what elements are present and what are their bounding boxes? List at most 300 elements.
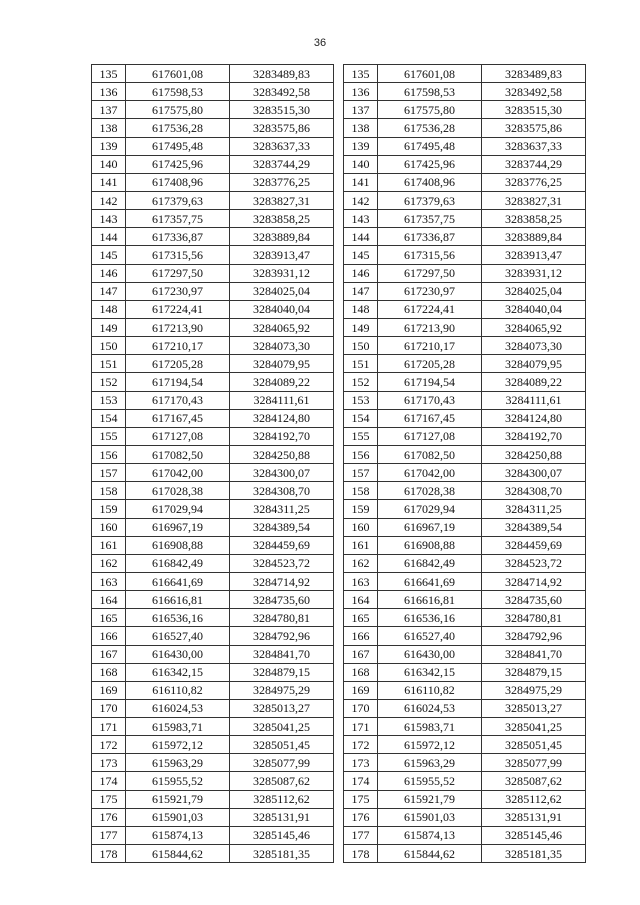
table-row bbox=[344, 137, 586, 155]
point-number-cell: 153 bbox=[92, 391, 126, 409]
table-row bbox=[344, 337, 586, 355]
x-coordinate-cell: 617170,43 bbox=[378, 391, 482, 409]
table-row bbox=[344, 173, 586, 191]
x-coordinate-cell: 617230,97 bbox=[126, 282, 230, 300]
x-coordinate-cell: 617379,63 bbox=[378, 191, 482, 209]
point-number-cell: 151 bbox=[92, 355, 126, 373]
point-number-cell: 169 bbox=[344, 681, 378, 699]
point-number-cell: 155 bbox=[92, 427, 126, 445]
y-coordinate-cell: 3284792,96 bbox=[230, 627, 334, 645]
x-coordinate-cell: 616342,15 bbox=[378, 663, 482, 681]
y-coordinate-cell: 3285112,62 bbox=[482, 790, 586, 808]
point-number-cell: 176 bbox=[92, 808, 126, 826]
y-coordinate-cell: 3283913,47 bbox=[482, 246, 586, 264]
table-row bbox=[92, 681, 334, 699]
table-row bbox=[92, 246, 334, 264]
x-coordinate-cell: 617224,41 bbox=[126, 300, 230, 318]
y-coordinate-cell: 3283489,83 bbox=[482, 65, 586, 83]
x-coordinate-cell: 617224,41 bbox=[378, 300, 482, 318]
y-coordinate-cell: 3283827,31 bbox=[230, 191, 334, 209]
point-number-cell: 161 bbox=[92, 536, 126, 554]
point-number-cell: 154 bbox=[92, 409, 126, 427]
point-number-cell: 140 bbox=[92, 155, 126, 173]
table-row bbox=[92, 536, 334, 554]
y-coordinate-cell: 3283492,58 bbox=[230, 83, 334, 101]
y-coordinate-cell: 3284780,81 bbox=[482, 609, 586, 627]
y-coordinate-cell: 3284714,92 bbox=[482, 572, 586, 590]
x-coordinate-cell: 617536,28 bbox=[126, 119, 230, 137]
point-number-cell: 166 bbox=[344, 627, 378, 645]
table-row bbox=[344, 772, 586, 790]
point-number-cell: 144 bbox=[344, 228, 378, 246]
y-coordinate-cell: 3284111,61 bbox=[482, 391, 586, 409]
x-coordinate-cell: 617213,90 bbox=[378, 318, 482, 336]
x-coordinate-cell: 617315,56 bbox=[126, 246, 230, 264]
x-coordinate-cell: 617028,38 bbox=[378, 482, 482, 500]
point-number-cell: 160 bbox=[344, 518, 378, 536]
y-coordinate-cell: 3284735,60 bbox=[482, 591, 586, 609]
x-coordinate-cell: 617408,96 bbox=[378, 173, 482, 191]
y-coordinate-cell: 3283889,84 bbox=[230, 228, 334, 246]
y-coordinate-cell: 3285041,25 bbox=[230, 718, 334, 736]
y-coordinate-cell: 3283637,33 bbox=[230, 137, 334, 155]
y-coordinate-cell: 3284714,92 bbox=[230, 572, 334, 590]
table-row bbox=[344, 409, 586, 427]
point-number-cell: 135 bbox=[92, 65, 126, 83]
table-row bbox=[92, 264, 334, 282]
point-number-cell: 147 bbox=[344, 282, 378, 300]
x-coordinate-cell: 617601,08 bbox=[126, 65, 230, 83]
table-row bbox=[344, 609, 586, 627]
point-number-cell: 171 bbox=[92, 718, 126, 736]
point-number-cell: 175 bbox=[344, 790, 378, 808]
table-row bbox=[92, 173, 334, 191]
x-coordinate-cell: 617315,56 bbox=[378, 246, 482, 264]
y-coordinate-cell: 3284065,92 bbox=[482, 318, 586, 336]
x-coordinate-cell: 617042,00 bbox=[126, 464, 230, 482]
y-coordinate-cell: 3284040,04 bbox=[230, 300, 334, 318]
y-coordinate-cell: 3284065,92 bbox=[230, 318, 334, 336]
table-row bbox=[344, 699, 586, 717]
y-coordinate-cell: 3283776,25 bbox=[230, 173, 334, 191]
y-coordinate-cell: 3285181,35 bbox=[230, 845, 334, 863]
y-coordinate-cell: 3284073,30 bbox=[230, 337, 334, 355]
y-coordinate-cell: 3285077,99 bbox=[482, 754, 586, 772]
point-number-cell: 167 bbox=[92, 645, 126, 663]
table-row bbox=[92, 591, 334, 609]
table-row bbox=[92, 845, 334, 863]
table-row bbox=[344, 826, 586, 844]
table-row bbox=[92, 718, 334, 736]
y-coordinate-cell: 3284124,80 bbox=[482, 409, 586, 427]
table-row bbox=[92, 699, 334, 717]
y-coordinate-cell: 3284841,70 bbox=[482, 645, 586, 663]
x-coordinate-cell: 617210,17 bbox=[126, 337, 230, 355]
point-number-cell: 138 bbox=[92, 119, 126, 137]
table-row bbox=[92, 482, 334, 500]
y-coordinate-cell: 3283575,86 bbox=[482, 119, 586, 137]
x-coordinate-cell: 617408,96 bbox=[126, 173, 230, 191]
x-coordinate-cell: 617213,90 bbox=[126, 318, 230, 336]
point-number-cell: 174 bbox=[92, 772, 126, 790]
x-coordinate-cell: 616527,40 bbox=[378, 627, 482, 645]
y-coordinate-cell: 3284025,04 bbox=[230, 282, 334, 300]
x-coordinate-cell: 615921,79 bbox=[378, 790, 482, 808]
table-row bbox=[344, 282, 586, 300]
x-coordinate-cell: 617194,54 bbox=[126, 373, 230, 391]
y-coordinate-cell: 3284311,25 bbox=[482, 500, 586, 518]
table-row bbox=[92, 155, 334, 173]
x-coordinate-cell: 615874,13 bbox=[378, 826, 482, 844]
table-row bbox=[92, 518, 334, 536]
y-coordinate-cell: 3284311,25 bbox=[230, 500, 334, 518]
point-number-cell: 163 bbox=[92, 572, 126, 590]
x-coordinate-cell: 615901,03 bbox=[378, 808, 482, 826]
table-row bbox=[92, 355, 334, 373]
table-row bbox=[344, 591, 586, 609]
point-number-cell: 152 bbox=[344, 373, 378, 391]
y-coordinate-cell: 3283744,29 bbox=[482, 155, 586, 173]
y-coordinate-cell: 3283776,25 bbox=[482, 173, 586, 191]
point-number-cell: 145 bbox=[92, 246, 126, 264]
table-row bbox=[92, 282, 334, 300]
table-row bbox=[92, 826, 334, 844]
point-number-cell: 165 bbox=[344, 609, 378, 627]
y-coordinate-cell: 3283931,12 bbox=[482, 264, 586, 282]
point-number-cell: 174 bbox=[344, 772, 378, 790]
y-coordinate-cell: 3284250,88 bbox=[482, 445, 586, 463]
table-row bbox=[92, 373, 334, 391]
point-number-cell: 166 bbox=[92, 627, 126, 645]
table-row bbox=[92, 754, 334, 772]
x-coordinate-cell: 615955,52 bbox=[126, 772, 230, 790]
table-row bbox=[344, 464, 586, 482]
table-row bbox=[92, 137, 334, 155]
y-coordinate-cell: 3284523,72 bbox=[482, 554, 586, 572]
x-coordinate-cell: 615901,03 bbox=[126, 808, 230, 826]
table-row bbox=[344, 83, 586, 101]
x-coordinate-cell: 615983,71 bbox=[378, 718, 482, 736]
table-row bbox=[92, 318, 334, 336]
point-number-cell: 178 bbox=[92, 845, 126, 863]
x-coordinate-cell: 617495,48 bbox=[126, 137, 230, 155]
x-coordinate-cell: 616616,81 bbox=[378, 591, 482, 609]
y-coordinate-cell: 3283637,33 bbox=[482, 137, 586, 155]
table-row bbox=[92, 210, 334, 228]
x-coordinate-cell: 616908,88 bbox=[126, 536, 230, 554]
point-number-cell: 156 bbox=[344, 445, 378, 463]
y-coordinate-cell: 3283858,25 bbox=[230, 210, 334, 228]
point-number-cell: 136 bbox=[92, 83, 126, 101]
table-row bbox=[92, 191, 334, 209]
point-number-cell: 140 bbox=[344, 155, 378, 173]
x-coordinate-cell: 616110,82 bbox=[126, 681, 230, 699]
table-row bbox=[344, 663, 586, 681]
y-coordinate-cell: 3284792,96 bbox=[482, 627, 586, 645]
table-row bbox=[92, 445, 334, 463]
point-number-cell: 148 bbox=[344, 300, 378, 318]
x-coordinate-cell: 616616,81 bbox=[126, 591, 230, 609]
point-number-cell: 177 bbox=[92, 826, 126, 844]
x-coordinate-cell: 617205,28 bbox=[378, 355, 482, 373]
x-coordinate-cell: 615972,12 bbox=[378, 736, 482, 754]
x-coordinate-cell: 617127,08 bbox=[378, 427, 482, 445]
y-coordinate-cell: 3284300,07 bbox=[482, 464, 586, 482]
y-coordinate-cell: 3284111,61 bbox=[230, 391, 334, 409]
point-number-cell: 146 bbox=[344, 264, 378, 282]
table-row bbox=[344, 101, 586, 119]
x-coordinate-cell: 617230,97 bbox=[378, 282, 482, 300]
table-row bbox=[344, 210, 586, 228]
x-coordinate-cell: 616641,69 bbox=[126, 572, 230, 590]
table-row bbox=[92, 300, 334, 318]
table-row bbox=[92, 500, 334, 518]
x-coordinate-cell: 616536,16 bbox=[378, 609, 482, 627]
x-coordinate-cell: 617170,43 bbox=[126, 391, 230, 409]
x-coordinate-cell: 617167,45 bbox=[378, 409, 482, 427]
x-coordinate-cell: 615844,62 bbox=[378, 845, 482, 863]
point-number-cell: 153 bbox=[344, 391, 378, 409]
point-number-cell: 150 bbox=[344, 337, 378, 355]
y-coordinate-cell: 3284975,29 bbox=[482, 681, 586, 699]
point-number-cell: 165 bbox=[92, 609, 126, 627]
x-coordinate-cell: 616842,49 bbox=[126, 554, 230, 572]
table-row bbox=[344, 191, 586, 209]
table-row bbox=[344, 300, 586, 318]
point-number-cell: 151 bbox=[344, 355, 378, 373]
point-number-cell: 160 bbox=[92, 518, 126, 536]
x-coordinate-cell: 615963,29 bbox=[378, 754, 482, 772]
x-coordinate-cell: 616430,00 bbox=[126, 645, 230, 663]
y-coordinate-cell: 3284523,72 bbox=[230, 554, 334, 572]
point-number-cell: 157 bbox=[92, 464, 126, 482]
table-row bbox=[92, 464, 334, 482]
y-coordinate-cell: 3284124,80 bbox=[230, 409, 334, 427]
y-coordinate-cell: 3285181,35 bbox=[482, 845, 586, 863]
y-coordinate-cell: 3285013,27 bbox=[482, 699, 586, 717]
point-number-cell: 175 bbox=[92, 790, 126, 808]
point-number-cell: 168 bbox=[92, 663, 126, 681]
y-coordinate-cell: 3284389,54 bbox=[482, 518, 586, 536]
table-row bbox=[344, 554, 586, 572]
table-row bbox=[344, 518, 586, 536]
table-row bbox=[92, 409, 334, 427]
table-row bbox=[92, 427, 334, 445]
x-coordinate-cell: 617029,94 bbox=[126, 500, 230, 518]
point-number-cell: 150 bbox=[92, 337, 126, 355]
point-number-cell: 136 bbox=[344, 83, 378, 101]
point-number-cell: 138 bbox=[344, 119, 378, 137]
y-coordinate-cell: 3285112,62 bbox=[230, 790, 334, 808]
y-coordinate-cell: 3285087,62 bbox=[230, 772, 334, 790]
table-row bbox=[92, 645, 334, 663]
point-number-cell: 135 bbox=[344, 65, 378, 83]
point-number-cell: 172 bbox=[344, 736, 378, 754]
point-number-cell: 139 bbox=[344, 137, 378, 155]
x-coordinate-cell: 617575,80 bbox=[378, 101, 482, 119]
point-number-cell: 155 bbox=[344, 427, 378, 445]
x-coordinate-cell: 617042,00 bbox=[378, 464, 482, 482]
point-number-cell: 164 bbox=[344, 591, 378, 609]
x-coordinate-cell: 617167,45 bbox=[126, 409, 230, 427]
table-row bbox=[92, 228, 334, 246]
x-coordinate-cell: 616908,88 bbox=[378, 536, 482, 554]
point-number-cell: 170 bbox=[92, 699, 126, 717]
table-row bbox=[344, 427, 586, 445]
table-row bbox=[344, 500, 586, 518]
y-coordinate-cell: 3285051,45 bbox=[482, 736, 586, 754]
y-coordinate-cell: 3285077,99 bbox=[230, 754, 334, 772]
table-row bbox=[344, 572, 586, 590]
point-number-cell: 163 bbox=[344, 572, 378, 590]
y-coordinate-cell: 3284879,15 bbox=[230, 663, 334, 681]
point-number-cell: 158 bbox=[92, 482, 126, 500]
point-number-cell: 168 bbox=[344, 663, 378, 681]
table-row bbox=[344, 65, 586, 83]
x-coordinate-cell: 615972,12 bbox=[126, 736, 230, 754]
page-number: 36 bbox=[313, 37, 327, 49]
table-row bbox=[92, 663, 334, 681]
point-number-cell: 143 bbox=[92, 210, 126, 228]
x-coordinate-cell: 617194,54 bbox=[378, 373, 482, 391]
x-coordinate-cell: 617205,28 bbox=[126, 355, 230, 373]
y-coordinate-cell: 3284250,88 bbox=[230, 445, 334, 463]
y-coordinate-cell: 3283575,86 bbox=[230, 119, 334, 137]
y-coordinate-cell: 3284040,04 bbox=[482, 300, 586, 318]
y-coordinate-cell: 3284459,69 bbox=[230, 536, 334, 554]
y-coordinate-cell: 3283492,58 bbox=[482, 83, 586, 101]
y-coordinate-cell: 3285041,25 bbox=[482, 718, 586, 736]
point-number-cell: 164 bbox=[92, 591, 126, 609]
table-row bbox=[92, 772, 334, 790]
point-number-cell: 156 bbox=[92, 445, 126, 463]
point-number-cell: 143 bbox=[344, 210, 378, 228]
y-coordinate-cell: 3284079,95 bbox=[482, 355, 586, 373]
x-coordinate-cell: 616342,15 bbox=[126, 663, 230, 681]
table-row bbox=[344, 536, 586, 554]
table-row bbox=[344, 790, 586, 808]
point-number-cell: 167 bbox=[344, 645, 378, 663]
x-coordinate-cell: 615844,62 bbox=[126, 845, 230, 863]
y-coordinate-cell: 3283515,30 bbox=[230, 101, 334, 119]
y-coordinate-cell: 3284025,04 bbox=[482, 282, 586, 300]
table-row bbox=[92, 119, 334, 137]
point-number-cell: 148 bbox=[92, 300, 126, 318]
point-number-cell: 158 bbox=[344, 482, 378, 500]
x-coordinate-cell: 616024,53 bbox=[378, 699, 482, 717]
point-number-cell: 173 bbox=[92, 754, 126, 772]
x-coordinate-cell: 615874,13 bbox=[126, 826, 230, 844]
x-coordinate-cell: 617210,17 bbox=[378, 337, 482, 355]
table-row bbox=[92, 65, 334, 83]
point-number-cell: 147 bbox=[92, 282, 126, 300]
x-coordinate-cell: 617379,63 bbox=[126, 191, 230, 209]
point-number-cell: 146 bbox=[92, 264, 126, 282]
table-row bbox=[92, 391, 334, 409]
table-row bbox=[344, 391, 586, 409]
point-number-cell: 176 bbox=[344, 808, 378, 826]
y-coordinate-cell: 3285131,91 bbox=[482, 808, 586, 826]
table-row bbox=[344, 445, 586, 463]
y-coordinate-cell: 3284192,70 bbox=[230, 427, 334, 445]
table-row bbox=[344, 718, 586, 736]
y-coordinate-cell: 3283489,83 bbox=[230, 65, 334, 83]
x-coordinate-cell: 617297,50 bbox=[378, 264, 482, 282]
point-number-cell: 139 bbox=[92, 137, 126, 155]
point-number-cell: 172 bbox=[92, 736, 126, 754]
x-coordinate-cell: 615983,71 bbox=[126, 718, 230, 736]
point-number-cell: 157 bbox=[344, 464, 378, 482]
table-row bbox=[344, 645, 586, 663]
x-coordinate-cell: 617082,50 bbox=[378, 445, 482, 463]
x-coordinate-cell: 617082,50 bbox=[126, 445, 230, 463]
y-coordinate-cell: 3284389,54 bbox=[230, 518, 334, 536]
point-number-cell: 137 bbox=[92, 101, 126, 119]
y-coordinate-cell: 3284079,95 bbox=[230, 355, 334, 373]
table-row bbox=[344, 627, 586, 645]
point-number-cell: 171 bbox=[344, 718, 378, 736]
y-coordinate-cell: 3284300,07 bbox=[230, 464, 334, 482]
y-coordinate-cell: 3285087,62 bbox=[482, 772, 586, 790]
point-number-cell: 141 bbox=[344, 173, 378, 191]
table-row bbox=[92, 790, 334, 808]
point-number-cell: 177 bbox=[344, 826, 378, 844]
table-row bbox=[92, 736, 334, 754]
x-coordinate-cell: 617336,87 bbox=[126, 228, 230, 246]
point-number-cell: 162 bbox=[92, 554, 126, 572]
y-coordinate-cell: 3284841,70 bbox=[230, 645, 334, 663]
x-coordinate-cell: 617598,53 bbox=[126, 83, 230, 101]
table-row bbox=[92, 808, 334, 826]
x-coordinate-cell: 615955,52 bbox=[378, 772, 482, 790]
table-row bbox=[344, 736, 586, 754]
y-coordinate-cell: 3285131,91 bbox=[230, 808, 334, 826]
x-coordinate-cell: 615921,79 bbox=[126, 790, 230, 808]
x-coordinate-cell: 617029,94 bbox=[378, 500, 482, 518]
table-row bbox=[92, 627, 334, 645]
table-row bbox=[344, 681, 586, 699]
x-coordinate-cell: 617357,75 bbox=[378, 210, 482, 228]
x-coordinate-cell: 617575,80 bbox=[126, 101, 230, 119]
y-coordinate-cell: 3285013,27 bbox=[230, 699, 334, 717]
x-coordinate-cell: 616024,53 bbox=[126, 699, 230, 717]
table-row bbox=[344, 318, 586, 336]
x-coordinate-cell: 616527,40 bbox=[126, 627, 230, 645]
table-row bbox=[92, 609, 334, 627]
coordinates-table-right bbox=[343, 64, 586, 863]
x-coordinate-cell: 616967,19 bbox=[378, 518, 482, 536]
x-coordinate-cell: 616842,49 bbox=[378, 554, 482, 572]
point-number-cell: 178 bbox=[344, 845, 378, 863]
y-coordinate-cell: 3283827,31 bbox=[482, 191, 586, 209]
table-row bbox=[92, 101, 334, 119]
table-row bbox=[344, 264, 586, 282]
table-row bbox=[344, 119, 586, 137]
point-number-cell: 137 bbox=[344, 101, 378, 119]
table-row bbox=[344, 754, 586, 772]
y-coordinate-cell: 3284879,15 bbox=[482, 663, 586, 681]
point-number-cell: 162 bbox=[344, 554, 378, 572]
point-number-cell: 152 bbox=[92, 373, 126, 391]
table-row bbox=[344, 246, 586, 264]
table-row bbox=[92, 554, 334, 572]
y-coordinate-cell: 3285145,46 bbox=[482, 826, 586, 844]
coordinates-table-left bbox=[91, 64, 334, 863]
y-coordinate-cell: 3285051,45 bbox=[230, 736, 334, 754]
y-coordinate-cell: 3284192,70 bbox=[482, 427, 586, 445]
point-number-cell: 142 bbox=[92, 191, 126, 209]
y-coordinate-cell: 3284308,70 bbox=[482, 482, 586, 500]
